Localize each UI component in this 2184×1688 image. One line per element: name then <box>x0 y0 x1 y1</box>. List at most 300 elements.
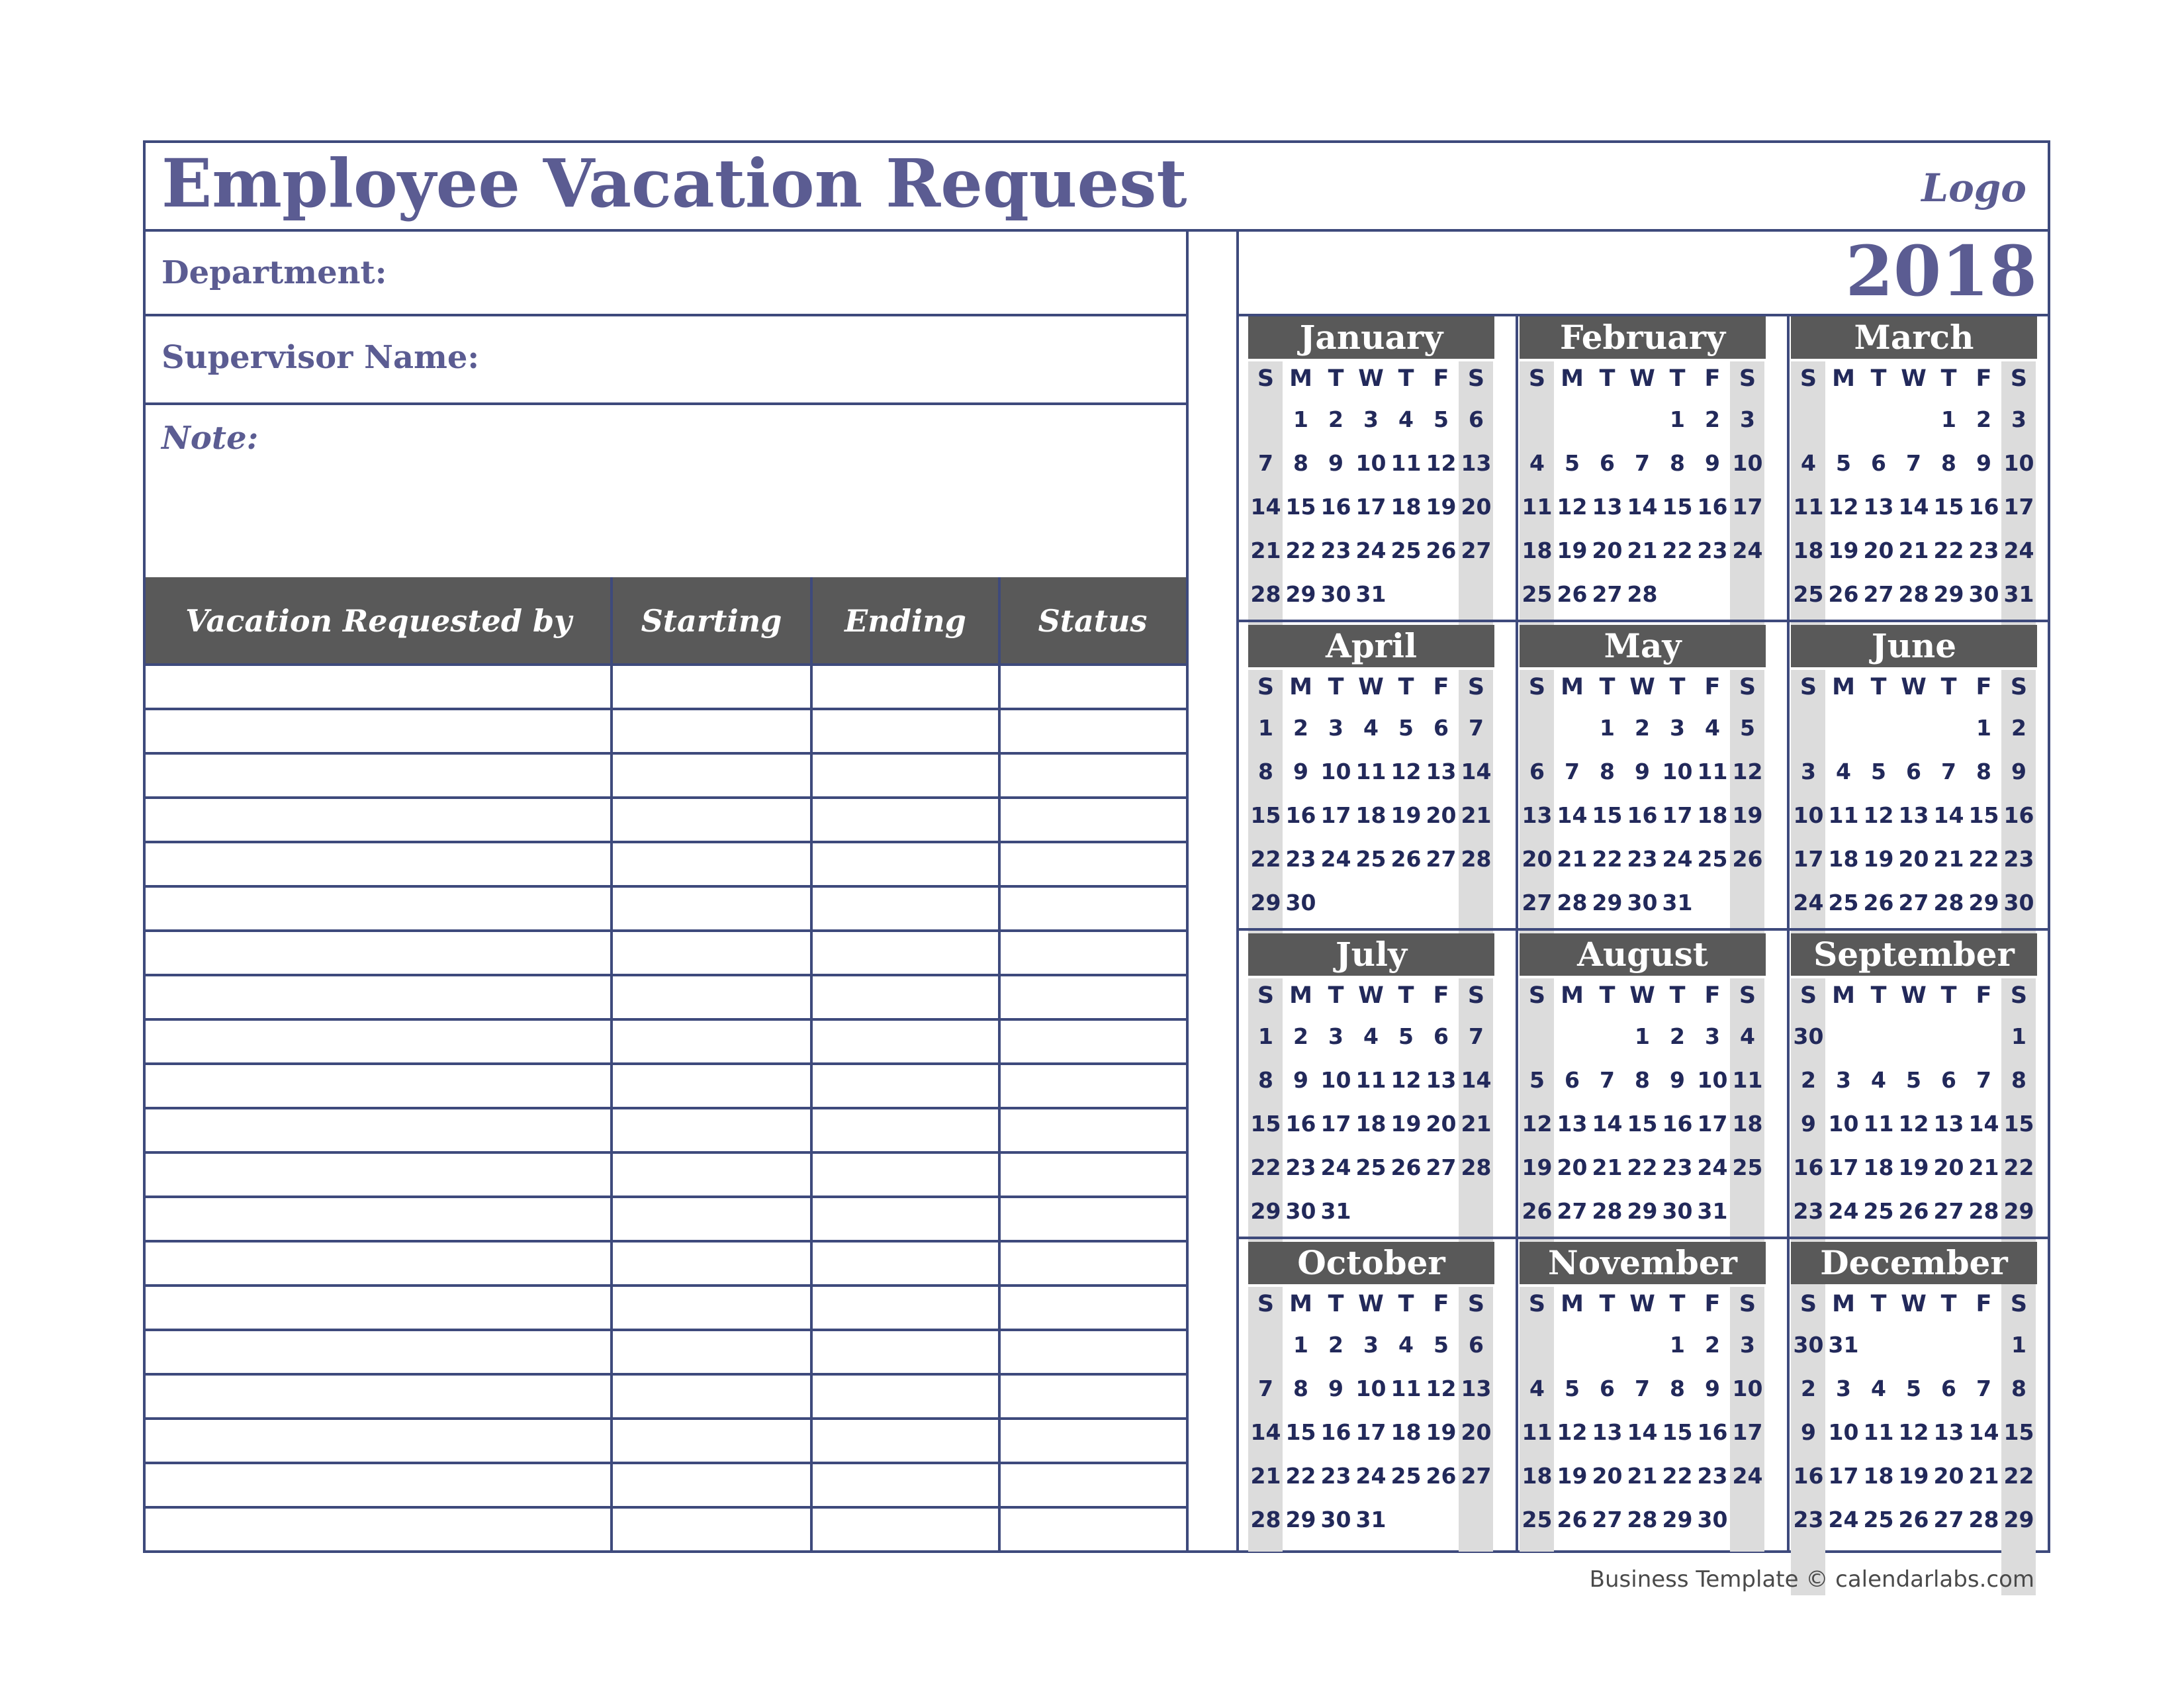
calendar-day[interactable]: 26 <box>1522 1198 1553 1224</box>
calendar-day[interactable]: 13 <box>1426 1067 1457 1093</box>
calendar-day[interactable]: 18 <box>1355 1111 1387 1137</box>
calendar-day[interactable]: 27 <box>1933 1507 1964 1532</box>
calendar-day[interactable]: 28 <box>1592 1198 1623 1224</box>
calendar-day[interactable]: 29 <box>1250 1198 1281 1224</box>
calendar-day[interactable]: 17 <box>1355 1419 1387 1445</box>
calendar-day[interactable]: 28 <box>1461 1154 1492 1180</box>
calendar-day[interactable]: 9 <box>1801 1419 1816 1445</box>
calendar-day[interactable]: 23 <box>1320 538 1351 563</box>
calendar-day[interactable]: 24 <box>1355 1463 1387 1489</box>
calendar-day[interactable]: 11 <box>1355 759 1387 784</box>
calendar-day[interactable]: 10 <box>1662 759 1693 784</box>
calendar-day[interactable]: 3 <box>1740 1332 1755 1358</box>
calendar-day[interactable]: 26 <box>1557 581 1588 607</box>
calendar-day[interactable]: 10 <box>1732 450 1763 476</box>
calendar-day[interactable]: 27 <box>1592 1507 1623 1532</box>
calendar-day[interactable]: 15 <box>1662 494 1693 520</box>
calendar-day[interactable]: 9 <box>1801 1111 1816 1137</box>
calendar-day[interactable]: 12 <box>1863 802 1894 828</box>
calendar-day[interactable]: 14 <box>1933 802 1964 828</box>
calendar-day[interactable]: 11 <box>1863 1419 1894 1445</box>
calendar-day[interactable]: 28 <box>1627 581 1658 607</box>
calendar-day[interactable]: 26 <box>1863 890 1894 915</box>
calendar-day[interactable]: 6 <box>1906 759 1921 784</box>
calendar-day[interactable]: 11 <box>1522 1419 1553 1445</box>
calendar-day[interactable]: 3 <box>1801 759 1816 784</box>
calendar-day[interactable]: 3 <box>1328 715 1343 741</box>
calendar-day[interactable]: 22 <box>1662 538 1693 563</box>
table-row[interactable] <box>146 709 1186 751</box>
calendar-day[interactable]: 10 <box>1732 1376 1763 1401</box>
calendar-day[interactable]: 3 <box>1363 406 1379 432</box>
calendar-day[interactable]: 27 <box>1592 581 1623 607</box>
calendar-day[interactable]: 21 <box>1461 1111 1492 1137</box>
calendar-day[interactable]: 17 <box>1320 1111 1351 1137</box>
calendar-day[interactable]: 9 <box>1293 1067 1308 1093</box>
calendar-day[interactable]: 14 <box>1627 1419 1658 1445</box>
calendar-day[interactable]: 1 <box>1600 715 1615 741</box>
calendar-day[interactable]: 8 <box>1976 759 1991 784</box>
calendar-day[interactable]: 23 <box>1697 1463 1728 1489</box>
calendar-day[interactable]: 11 <box>1390 450 1422 476</box>
calendar-day[interactable]: 5 <box>1740 715 1755 741</box>
calendar-day[interactable]: 16 <box>2003 802 2034 828</box>
calendar-day[interactable]: 8 <box>2011 1067 2026 1093</box>
calendar-day[interactable]: 23 <box>1285 1154 1316 1180</box>
calendar-day[interactable]: 9 <box>1670 1067 1685 1093</box>
calendar-day[interactable]: 15 <box>1662 1419 1693 1445</box>
calendar-day[interactable]: 4 <box>1363 1023 1379 1049</box>
calendar-day[interactable]: 15 <box>1285 1419 1316 1445</box>
calendar-day[interactable]: 28 <box>1250 581 1281 607</box>
calendar-day[interactable]: 15 <box>1250 1111 1281 1137</box>
calendar-day[interactable]: 20 <box>1898 846 1929 872</box>
calendar-day[interactable]: 20 <box>1592 538 1623 563</box>
calendar-day[interactable]: 6 <box>1433 1023 1449 1049</box>
calendar-day[interactable]: 24 <box>1828 1198 1859 1224</box>
calendar-day[interactable]: 12 <box>1898 1419 1929 1445</box>
calendar-day[interactable]: 26 <box>1828 581 1859 607</box>
calendar-day[interactable]: 6 <box>1941 1376 1956 1401</box>
calendar-day[interactable]: 16 <box>1793 1463 1824 1489</box>
calendar-day[interactable]: 6 <box>1433 715 1449 741</box>
calendar-day[interactable]: 19 <box>1522 1154 1553 1180</box>
calendar-day[interactable]: 27 <box>1461 538 1492 563</box>
calendar-day[interactable]: 22 <box>2003 1463 2034 1489</box>
calendar-day[interactable]: 8 <box>1670 450 1685 476</box>
calendar-day[interactable]: 12 <box>1732 759 1763 784</box>
calendar-day[interactable]: 27 <box>1522 890 1553 915</box>
calendar-day[interactable]: 23 <box>2003 846 2034 872</box>
calendar-day[interactable]: 26 <box>1426 1463 1457 1489</box>
calendar-day[interactable]: 19 <box>1898 1154 1929 1180</box>
calendar-day[interactable]: 9 <box>1705 1376 1720 1401</box>
calendar-day[interactable]: 13 <box>1461 1376 1492 1401</box>
calendar-day[interactable]: 7 <box>1258 450 1273 476</box>
calendar-day[interactable]: 20 <box>1557 1154 1588 1180</box>
calendar-day[interactable]: 17 <box>1828 1463 1859 1489</box>
table-row[interactable] <box>146 1108 1186 1150</box>
calendar-day[interactable]: 25 <box>1522 1507 1553 1532</box>
calendar-day[interactable]: 14 <box>1461 1067 1492 1093</box>
calendar-day[interactable]: 12 <box>1390 1067 1422 1093</box>
calendar-day[interactable]: 1 <box>2011 1332 2026 1358</box>
calendar-day[interactable]: 27 <box>1863 581 1894 607</box>
calendar-day[interactable]: 19 <box>1863 846 1894 872</box>
calendar-day[interactable]: 18 <box>1732 1111 1763 1137</box>
calendar-day[interactable]: 5 <box>1398 1023 1414 1049</box>
calendar-day[interactable]: 3 <box>1363 1332 1379 1358</box>
table-row[interactable] <box>146 1019 1186 1061</box>
calendar-day[interactable]: 27 <box>1933 1198 1964 1224</box>
calendar-day[interactable]: 22 <box>1250 846 1281 872</box>
calendar-day[interactable]: 28 <box>1250 1507 1281 1532</box>
calendar-day[interactable]: 6 <box>1469 1332 1484 1358</box>
calendar-day[interactable]: 25 <box>1522 581 1553 607</box>
table-row[interactable] <box>146 931 1186 972</box>
calendar-day[interactable]: 5 <box>1565 450 1580 476</box>
calendar-day[interactable]: 19 <box>1390 802 1422 828</box>
calendar-day[interactable]: 20 <box>1426 1111 1457 1137</box>
calendar-day[interactable]: 4 <box>1705 715 1720 741</box>
calendar-day[interactable]: 13 <box>1461 450 1492 476</box>
calendar-day[interactable]: 31 <box>1697 1198 1728 1224</box>
calendar-day[interactable]: 25 <box>1390 1463 1422 1489</box>
calendar-day[interactable]: 14 <box>1898 494 1929 520</box>
calendar-day[interactable]: 19 <box>1426 494 1457 520</box>
calendar-day[interactable]: 9 <box>1293 759 1308 784</box>
calendar-day[interactable]: 7 <box>1600 1067 1615 1093</box>
calendar-day[interactable]: 11 <box>1863 1111 1894 1137</box>
calendar-day[interactable]: 7 <box>1469 1023 1484 1049</box>
calendar-day[interactable]: 31 <box>1662 890 1693 915</box>
calendar-day[interactable]: 10 <box>1355 1376 1387 1401</box>
calendar-day[interactable]: 23 <box>1968 538 1999 563</box>
calendar-day[interactable]: 23 <box>1697 538 1728 563</box>
calendar-day[interactable]: 20 <box>1933 1463 1964 1489</box>
calendar-day[interactable]: 15 <box>1933 494 1964 520</box>
calendar-day[interactable]: 21 <box>1968 1463 1999 1489</box>
calendar-day[interactable]: 13 <box>1557 1111 1588 1137</box>
calendar-day[interactable]: 1 <box>1635 1023 1650 1049</box>
calendar-day[interactable]: 11 <box>1793 494 1824 520</box>
table-row[interactable] <box>146 1286 1186 1327</box>
calendar-day[interactable]: 3 <box>2011 406 2026 432</box>
calendar-day[interactable]: 17 <box>1355 494 1387 520</box>
calendar-day[interactable]: 3 <box>1670 715 1685 741</box>
table-row[interactable] <box>146 1374 1186 1416</box>
calendar-day[interactable]: 12 <box>1426 1376 1457 1401</box>
calendar-day[interactable]: 11 <box>1828 802 1859 828</box>
calendar-day[interactable]: 16 <box>1793 1154 1824 1180</box>
calendar-day[interactable]: 10 <box>1828 1419 1859 1445</box>
calendar-day[interactable]: 4 <box>1871 1376 1886 1401</box>
calendar-day[interactable]: 31 <box>1355 581 1387 607</box>
calendar-day[interactable]: 11 <box>1697 759 1728 784</box>
calendar-day[interactable]: 16 <box>1968 494 1999 520</box>
calendar-day[interactable]: 16 <box>1285 802 1316 828</box>
calendar-day[interactable]: 1 <box>2011 1023 2026 1049</box>
calendar-day[interactable]: 16 <box>1697 494 1728 520</box>
calendar-day[interactable]: 6 <box>1565 1067 1580 1093</box>
calendar-day[interactable]: 30 <box>1793 1023 1824 1049</box>
calendar-day[interactable]: 17 <box>1320 802 1351 828</box>
calendar-day[interactable]: 26 <box>1898 1198 1929 1224</box>
calendar-day[interactable]: 17 <box>1662 802 1693 828</box>
calendar-day[interactable]: 25 <box>1355 846 1387 872</box>
calendar-day[interactable]: 2 <box>1328 406 1343 432</box>
calendar-day[interactable]: 12 <box>1557 494 1588 520</box>
calendar-day[interactable]: 4 <box>1529 450 1545 476</box>
calendar-day[interactable]: 10 <box>1320 1067 1351 1093</box>
calendar-day[interactable]: 29 <box>1285 1507 1316 1532</box>
calendar-day[interactable]: 8 <box>1635 1067 1650 1093</box>
calendar-day[interactable]: 24 <box>1697 1154 1728 1180</box>
calendar-day[interactable]: 26 <box>1557 1507 1588 1532</box>
table-row[interactable] <box>146 886 1186 928</box>
calendar-day[interactable]: 15 <box>1250 802 1281 828</box>
calendar-day[interactable]: 19 <box>1426 1419 1457 1445</box>
calendar-day[interactable]: 2 <box>1801 1067 1816 1093</box>
calendar-day[interactable]: 27 <box>1426 846 1457 872</box>
calendar-day[interactable]: 1 <box>1258 1023 1273 1049</box>
calendar-day[interactable]: 6 <box>1469 406 1484 432</box>
calendar-day[interactable]: 15 <box>1968 802 1999 828</box>
calendar-day[interactable]: 8 <box>1941 450 1956 476</box>
calendar-day[interactable]: 9 <box>2011 759 2026 784</box>
table-row[interactable] <box>146 1152 1186 1194</box>
calendar-day[interactable]: 11 <box>1732 1067 1763 1093</box>
table-row[interactable] <box>146 753 1186 795</box>
calendar-day[interactable]: 30 <box>1285 1198 1316 1224</box>
calendar-day[interactable]: 10 <box>1828 1111 1859 1137</box>
calendar-day[interactable]: 20 <box>1461 494 1492 520</box>
calendar-day[interactable]: 7 <box>1976 1067 1991 1093</box>
calendar-day[interactable]: 24 <box>1793 890 1824 915</box>
calendar-day[interactable]: 15 <box>1285 494 1316 520</box>
calendar-day[interactable]: 14 <box>1461 759 1492 784</box>
calendar-day[interactable]: 25 <box>1390 538 1422 563</box>
calendar-day[interactable]: 9 <box>1705 450 1720 476</box>
calendar-day[interactable]: 8 <box>1258 1067 1273 1093</box>
calendar-day[interactable]: 11 <box>1355 1067 1387 1093</box>
calendar-day[interactable]: 30 <box>1627 890 1658 915</box>
calendar-day[interactable]: 19 <box>1557 538 1588 563</box>
calendar-day[interactable]: 30 <box>1662 1198 1693 1224</box>
calendar-day[interactable]: 22 <box>1250 1154 1281 1180</box>
table-row[interactable] <box>146 665 1186 706</box>
calendar-day[interactable]: 29 <box>2003 1198 2034 1224</box>
calendar-day[interactable]: 16 <box>1697 1419 1728 1445</box>
calendar-day[interactable]: 20 <box>1426 802 1457 828</box>
calendar-day[interactable]: 12 <box>1828 494 1859 520</box>
calendar-day[interactable]: 1 <box>1670 406 1685 432</box>
calendar-day[interactable]: 18 <box>1522 1463 1553 1489</box>
calendar-day[interactable]: 28 <box>1557 890 1588 915</box>
calendar-day[interactable]: 2 <box>1976 406 1991 432</box>
calendar-day[interactable]: 21 <box>1933 846 1964 872</box>
calendar-day[interactable]: 24 <box>1355 538 1387 563</box>
calendar-day[interactable]: 28 <box>1968 1198 1999 1224</box>
calendar-day[interactable]: 30 <box>1793 1332 1824 1358</box>
calendar-day[interactable]: 18 <box>1697 802 1728 828</box>
calendar-day[interactable]: 22 <box>1592 846 1623 872</box>
calendar-day[interactable]: 29 <box>1592 890 1623 915</box>
calendar-day[interactable]: 1 <box>1293 406 1308 432</box>
calendar-day[interactable]: 26 <box>1390 1154 1422 1180</box>
calendar-day[interactable]: 28 <box>1968 1507 1999 1532</box>
calendar-day[interactable]: 22 <box>2003 1154 2034 1180</box>
calendar-day[interactable]: 21 <box>1461 802 1492 828</box>
calendar-day[interactable]: 29 <box>1285 581 1316 607</box>
calendar-day[interactable]: 12 <box>1898 1111 1929 1137</box>
calendar-day[interactable]: 15 <box>1592 802 1623 828</box>
table-row[interactable] <box>146 1064 1186 1105</box>
calendar-day[interactable]: 20 <box>1933 1154 1964 1180</box>
calendar-day[interactable]: 15 <box>2003 1419 2034 1445</box>
calendar-day[interactable]: 17 <box>1793 846 1824 872</box>
table-row[interactable] <box>146 1463 1186 1505</box>
calendar-day[interactable]: 8 <box>1258 759 1273 784</box>
calendar-day[interactable]: 13 <box>1522 802 1553 828</box>
calendar-day[interactable]: 9 <box>1635 759 1650 784</box>
calendar-day[interactable]: 18 <box>1828 846 1859 872</box>
calendar-day[interactable]: 19 <box>1557 1463 1588 1489</box>
calendar-day[interactable]: 11 <box>1522 494 1553 520</box>
calendar-day[interactable]: 30 <box>1320 1507 1351 1532</box>
calendar-day[interactable]: 16 <box>1662 1111 1693 1137</box>
calendar-day[interactable]: 13 <box>1933 1419 1964 1445</box>
calendar-day[interactable]: 3 <box>1705 1023 1720 1049</box>
calendar-day[interactable]: 26 <box>1426 538 1457 563</box>
calendar-day[interactable]: 30 <box>2003 890 2034 915</box>
calendar-day[interactable]: 6 <box>1600 1376 1615 1401</box>
calendar-day[interactable]: 18 <box>1355 802 1387 828</box>
calendar-day[interactable]: 25 <box>1697 846 1728 872</box>
calendar-day[interactable]: 10 <box>1355 450 1387 476</box>
table-row[interactable] <box>146 975 1186 1017</box>
calendar-day[interactable]: 2 <box>1328 1332 1343 1358</box>
calendar-day[interactable]: 8 <box>2011 1376 2026 1401</box>
calendar-day[interactable]: 8 <box>1600 759 1615 784</box>
calendar-day[interactable]: 1 <box>1670 1332 1685 1358</box>
calendar-day[interactable]: 7 <box>1565 759 1580 784</box>
calendar-day[interactable]: 25 <box>1863 1507 1894 1532</box>
calendar-day[interactable]: 16 <box>1320 1419 1351 1445</box>
calendar-day[interactable]: 7 <box>1258 1376 1273 1401</box>
calendar-day[interactable]: 24 <box>1320 846 1351 872</box>
calendar-day[interactable]: 2 <box>1635 715 1650 741</box>
calendar-day[interactable]: 7 <box>1941 759 1956 784</box>
calendar-day[interactable]: 15 <box>1627 1111 1658 1137</box>
calendar-day[interactable]: 17 <box>1828 1154 1859 1180</box>
calendar-day[interactable]: 5 <box>1871 759 1886 784</box>
calendar-day[interactable]: 18 <box>1390 1419 1422 1445</box>
table-row[interactable] <box>146 798 1186 839</box>
table-row[interactable] <box>146 1197 1186 1239</box>
calendar-day[interactable]: 18 <box>1863 1154 1894 1180</box>
calendar-day[interactable]: 2 <box>1801 1376 1816 1401</box>
table-row[interactable] <box>146 842 1186 884</box>
calendar-day[interactable]: 16 <box>1285 1111 1316 1137</box>
calendar-day[interactable]: 5 <box>1565 1376 1580 1401</box>
table-row[interactable] <box>146 1507 1186 1549</box>
calendar-day[interactable]: 22 <box>1662 1463 1693 1489</box>
calendar-day[interactable]: 2 <box>1705 406 1720 432</box>
calendar-day[interactable]: 13 <box>1898 802 1929 828</box>
calendar-day[interactable]: 27 <box>1461 1463 1492 1489</box>
calendar-day[interactable]: 25 <box>1732 1154 1763 1180</box>
calendar-day[interactable]: 8 <box>1293 1376 1308 1401</box>
calendar-day[interactable]: 12 <box>1426 450 1457 476</box>
calendar-day[interactable]: 8 <box>1293 450 1308 476</box>
calendar-day[interactable]: 10 <box>1793 802 1824 828</box>
calendar-day[interactable]: 24 <box>1732 1463 1763 1489</box>
calendar-day[interactable]: 30 <box>1697 1507 1728 1532</box>
calendar-day[interactable]: 21 <box>1557 846 1588 872</box>
calendar-day[interactable]: 10 <box>1320 759 1351 784</box>
calendar-day[interactable]: 19 <box>1390 1111 1422 1137</box>
calendar-day[interactable]: 23 <box>1662 1154 1693 1180</box>
calendar-day[interactable]: 4 <box>1740 1023 1755 1049</box>
calendar-day[interactable]: 9 <box>1328 450 1343 476</box>
calendar-day[interactable]: 21 <box>1592 1154 1623 1180</box>
calendar-day[interactable]: 5 <box>1433 1332 1449 1358</box>
calendar-day[interactable]: 2 <box>2011 715 2026 741</box>
calendar-day[interactable]: 13 <box>1592 494 1623 520</box>
calendar-day[interactable]: 27 <box>1898 890 1929 915</box>
calendar-day[interactable]: 8 <box>1670 1376 1685 1401</box>
calendar-day[interactable]: 31 <box>2003 581 2034 607</box>
calendar-day[interactable]: 31 <box>1355 1507 1387 1532</box>
calendar-day[interactable]: 24 <box>1732 538 1763 563</box>
calendar-day[interactable]: 6 <box>1600 450 1615 476</box>
calendar-day[interactable]: 13 <box>1426 759 1457 784</box>
calendar-day[interactable]: 19 <box>1828 538 1859 563</box>
calendar-day[interactable]: 4 <box>1398 406 1414 432</box>
calendar-day[interactable]: 20 <box>1863 538 1894 563</box>
calendar-day[interactable]: 17 <box>1732 1419 1763 1445</box>
calendar-day[interactable]: 1 <box>1258 715 1273 741</box>
calendar-day[interactable]: 29 <box>2003 1507 2034 1532</box>
calendar-day[interactable]: 30 <box>1968 581 1999 607</box>
calendar-day[interactable]: 28 <box>1461 846 1492 872</box>
calendar-day[interactable]: 18 <box>1390 494 1422 520</box>
calendar-day[interactable]: 23 <box>1285 846 1316 872</box>
table-row[interactable] <box>146 1241 1186 1283</box>
calendar-day[interactable]: 4 <box>1836 759 1851 784</box>
calendar-day[interactable]: 30 <box>1285 890 1316 915</box>
calendar-day[interactable]: 14 <box>1968 1111 1999 1137</box>
calendar-day[interactable]: 31 <box>1320 1198 1351 1224</box>
calendar-day[interactable]: 9 <box>1976 450 1991 476</box>
calendar-day[interactable]: 2 <box>1293 1023 1308 1049</box>
calendar-day[interactable]: 20 <box>1461 1419 1492 1445</box>
calendar-day[interactable]: 22 <box>1627 1154 1658 1180</box>
calendar-day[interactable]: 29 <box>1627 1198 1658 1224</box>
calendar-day[interactable]: 21 <box>1627 1463 1658 1489</box>
calendar-day[interactable]: 13 <box>1933 1111 1964 1137</box>
calendar-day[interactable]: 2 <box>1293 715 1308 741</box>
calendar-day[interactable]: 20 <box>1592 1463 1623 1489</box>
calendar-day[interactable]: 17 <box>1697 1111 1728 1137</box>
calendar-day[interactable]: 4 <box>1363 715 1379 741</box>
calendar-day[interactable]: 18 <box>1863 1463 1894 1489</box>
calendar-day[interactable]: 26 <box>1732 846 1763 872</box>
calendar-day[interactable]: 3 <box>1740 406 1755 432</box>
calendar-day[interactable]: 1 <box>1941 406 1956 432</box>
calendar-day[interactable]: 5 <box>1836 450 1851 476</box>
